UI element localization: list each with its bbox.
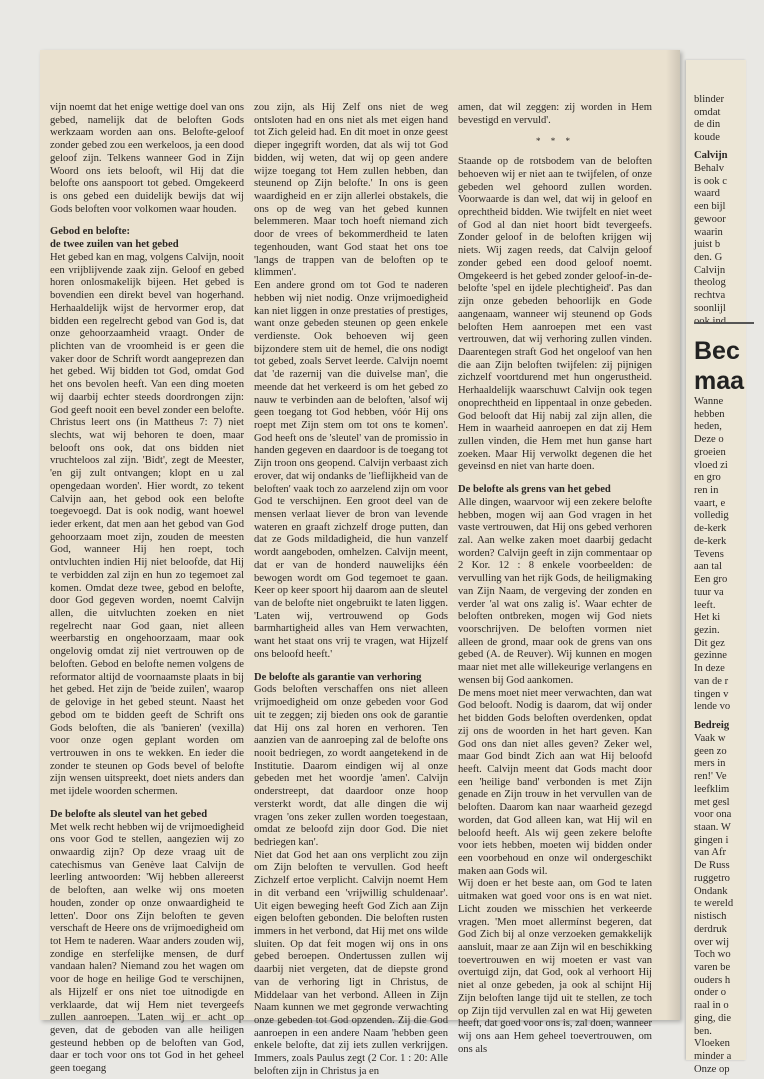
article-column-1 — [50, 102, 244, 1076]
fragment-line: Vloeken — [694, 1038, 730, 1050]
headline-line: maa — [694, 367, 745, 395]
fragment-line: gezinne — [694, 650, 727, 662]
fragment-line: ben. — [694, 1025, 712, 1037]
paragraph: zou zijn, als Hij Zelf ons niet de weg ontsloten had en ons niet als met eigen hand tot Zich geleid had. En dit moet in onze geest dieper ingegrift worden, dat als wij tot God bidden, wij weten, dat wij op geen andere wijze toegang tot Hem zullen hebben, dan steunend op Zijn belofte.' In ons is geen waardigheid en er zijn allerlei obstakels, die ons op de weg van het gebed kunnen belemmeren. Maar toch hoeft niemand zich door de vrees of bekommerdheid te laten tegenhouden, want God staat het ons toe 'langs de trappen van de beloften op te klimmen'. — [254, 102, 448, 279]
fragment-line: Behalv — [694, 163, 725, 174]
fragment-line: tuur va — [694, 586, 724, 598]
fragment-line: leefklim — [694, 783, 730, 795]
fragment-line: Calvijn — [694, 264, 726, 276]
fragment-line: minder a — [694, 1050, 732, 1062]
fragment-line: voor ona — [694, 809, 732, 821]
fragment-line: vloed zi — [694, 459, 728, 471]
fragment-line: raal in o — [694, 1000, 729, 1012]
fragment-line: ren!' Ve — [694, 771, 727, 783]
fragment-line: aan tal — [694, 561, 722, 573]
fragment-line: theolog — [694, 277, 726, 289]
paragraph: Alle dingen, waarvoor wij een zekere belofte hebben, mogen wij aan God vragen in het vaste vertrouwen, dat Hij ons gebed verhoren zal. Aan welke zaken moet daarbij gedacht worden? Calvijn geeft in zijn commentaar op 2 Kor. 12 : 8 enkele voorbeelden: de vervulling van het rijk Gods, de heiligmaking van Zijn Naam, de vergeving der zonden en verder 'al wat ons zalig is'. Waar echter de beloften ontbreken, mogen wij God niets voorschrijven. De beloften vormen niet alleen de grond, maar ook de grens van ons gebed (A. de Reuver). Wij kunnen en mogen maar niet met alle willekeurige verlangens en wensen bij God aankomen. — [458, 496, 652, 686]
fragment-line: Dit gez — [694, 637, 725, 649]
fragment-line: Een gro — [694, 574, 728, 586]
fragment-line: juist b — [694, 239, 721, 251]
paragraph: Wij doen er het beste aan, om God te laten uitmaken wat goed voor ons is en wat niet. Licht zouden we misschien het verkeerde vragen. 'Men moet allermínst begeren, dat God Zich bij al onze verzoeken gemakkelijk aansluit, maar ze aan Zijn wil en beschikking toevertrouwen en wij moeten er vast van overtuigd zijn, dat God, ook al verhoort Hij niet al onze gebeden, ja ook al schijnt Hij Zijn beloften lange tijd uit te stellen, ze toch op Zijn tijd vervullen zal en wat Hij geweten heeft, dat goed voor ons is, zal doen, wanneer wij ons aan Hem geheel toevertrouwen, om ons als — [458, 878, 652, 1055]
fragment-line: vaart, e — [694, 497, 726, 509]
fragment-line: tingen v — [694, 688, 729, 700]
section-divider-stars: * * * — [536, 136, 574, 147]
article-column-3 — [458, 102, 652, 1056]
fragment-line: ren in — [694, 485, 719, 497]
fragment-heading: Calvijn — [694, 150, 728, 161]
divider-rule — [694, 322, 754, 324]
fragment-line: Onze op — [694, 1063, 730, 1075]
fragment-line: van de r — [694, 675, 729, 687]
fragment-line: derdruk — [694, 923, 727, 935]
section-subheading: de twee zuilen van het gebed — [50, 239, 179, 251]
fragment-line: In deze — [694, 663, 725, 675]
fragment-line: te wereld — [694, 898, 734, 910]
fragment-line: is ook c — [694, 175, 727, 187]
fragment-line: gingen i — [694, 834, 729, 846]
fragment-line: onder o — [694, 987, 727, 999]
fragment-line: Deze o — [694, 434, 724, 446]
fragment-line: Wanne — [694, 396, 724, 407]
adjacent-page-fragment — [686, 60, 746, 1075]
page-fold-shadow — [666, 50, 680, 1020]
fragment-line: soonlijl — [694, 302, 726, 314]
fragment-line: waarin — [694, 226, 723, 238]
fragment-line: ruggetro — [694, 872, 730, 884]
fragment-line: Toch wo — [694, 949, 731, 961]
fragment-line: van Afr — [694, 847, 727, 859]
fragment-line: ging, die — [694, 1012, 732, 1024]
headline-line: Bec — [694, 337, 740, 365]
fragment-line: Het ki — [694, 612, 721, 624]
article-column-2 — [254, 102, 448, 1079]
paragraph: amen, dat wil zeggen: zij worden in Hem bevestigd en vervuld'. — [458, 102, 652, 126]
paragraph: Een andere grond om tot God te naderen hebben wij niet nodig. Onze vrijmoedigheid kan niet liggen in onze prestaties of prestiges, want onze gebeden steunen op geen enkele verdienste. Ook behoeven wij geen bijzondere stem uit de hemel, die ons nodigt tot gebed, zoals Servet leerde. Calvijn noemt dat 'de razernij van die duivelse man', die meende dat het verkeerd is om het gebed zo nauw te verbinden aan de beloften, 'alsof wij geen toegang tot God hebben, vóór Hij ons roept met Zijn stem om tot ons te komen'. God heeft ons de 'sleutel' van de promissio in handen gegeven en daardoor is de toegang tot Zijn troon ons geopend. Calvijn verbaast zich erover, dat wij ondanks de 'lieflijkheid van de beloften' vaak toch zo aarzelend zijn om voor God te verschijnen. Een groot deel van de mensen verlaat liever de bron van levende wateren en graaft zichzelf droge putten, dan dat ze Gods mildadigheid, die hun vanzelf wordt aangeboden, omhelzen. Calvijn meent, dat er van de honderd nauwelijks één bewogen wordt om God tegemoet te gaan. Keer op keer spoort hij daarom aan de sleutel van de belofte niet ongebruikt te laten liggen. 'Laten wij, vertrouwend op Gods barmhartigheid alles van Hem verwachten, want het staat ons vrij te vragen, wat Hijzelf ons beloofd heeft.' — [254, 280, 448, 660]
fragment-line: gewoor — [694, 213, 726, 225]
text-fragment-3 — [694, 396, 754, 714]
paragraph: vijn noemt dat het enige wettige doel van ons gebed, namelijk dat de beloften Gods werkzaam worden aan ons. Belofte-geloof zonder gebed zou een werkeloos, ja een dood geloof zijn. Telkens wanneer God in Zijn Woord ons iets belooft, wil Hij dat die belofte ons aanspoort tot gebed. Omgekeerd is ons gebed een duidelijk bewijs dat wij Gods beloften voor volkomen waar houden. — [50, 102, 244, 215]
fragment-line: volledig — [694, 510, 729, 522]
fragment-line: nistisch — [694, 911, 727, 923]
fragment-line: met gesl — [694, 796, 730, 808]
fragment-line: ouders h — [694, 974, 731, 986]
text-fragment-4 — [694, 733, 754, 1076]
section-heading: Gebod en belofte: — [50, 226, 131, 238]
fragment-line: waard — [694, 188, 720, 200]
section-heading: De belofte als grens van het gebed — [458, 484, 611, 496]
section-heading: De belofte als sleutel van het gebed — [50, 808, 208, 820]
fragment-line: omdat — [694, 106, 721, 118]
fragment-line: rechtva — [694, 290, 726, 302]
fragment-line: Tevens — [694, 548, 724, 560]
paragraph: Gods beloften verschaffen ons niet alleen vrijmoedigheid om onze gebeden voor God uit te zeggen; zij bieden ons ook de garantie dat Hij ons zal horen en verhoren. Ten aanzien van de aanroeping zal de belofte ons nooit bedriegen, zo wordt aangetekend in de Institutie. Daarom eindigen wij al onze gebeden met het woordje 'amen'. Calvijn onderstreept, dat daardoor onze hoop versterkt wordt, dat alle dingen die wij vragen 'ons zeker zullen worden toegestaan, omdat ze beloofd zijn door God. Die niet bedriegen kan'. — [254, 684, 448, 848]
fragment-line: blinder — [694, 94, 725, 105]
headline-fragment — [694, 336, 764, 396]
fragment-line: en gro — [694, 472, 721, 484]
fragment-line: Vaak w — [694, 733, 726, 744]
fragment-line: groeien — [694, 446, 726, 458]
paragraph: De mens moet niet meer verwachten, dan wat God belooft. Nodig is daarom, dat wij onder het bidden Gods beloften overdenken, opdat zij ons de woorden in het hart geven. Kan God ons dan niet alles geven? Zeker wel, maar God bindt Zich aan wat Hij beloofd heeft. Calvijn meent dat Gods macht door een 'heilige band' verbonden is met Zijn genade en Zijn trouw in het vervullen van de beloften. Daarom kan naar waarheid gezegd worden, dat God alleen kan, wat Hij wil en beloofd heeft. Als wij geen zekere belofte voor iets hebben, moeten wij bidden onder een voorbehoud en onze wil ondergeschikt maken aan Gods wil. — [458, 687, 652, 877]
fragment-line: een bijl — [694, 201, 726, 213]
fragment-line: koude — [694, 132, 720, 144]
paragraph: Het gebed kan en mag, volgens Calvijn, nooit een vrijblijvende zaak zijn. Geloof en gebed horen onlosmakelijk bijeen. Het gebed is bovendien een direkt bevel van hogerhand. Herhaaldelijk wijst de hervormer erop, dat bidden een regelrecht gebod van God is, dat onze gehoorzaamheid vraagt. Onder de plichten van de vroomheid is er geen die vaker door de Schrift wordt aangeprezen dan het gebed. Wij bidden tot God, omdat God het ons bevolen heeft. Van een ding moeten wij daarbij echter steeds doordrongen zijn: God geeft nooit een bevel zonder een belofte. Christus leert ons (in Mattheus 7: 7) niet slechts, wat wij behoren te doen, maar belooft ons ook, dat ons bidden niet vruchteloos zal zijn. 'Bidt', zegt de Meester, 'en gij zult ontvangen; klopt en u zal opengedaan worden'. Hier wordt, zo tekent Calvijn aan, het gebod ook een belofte toegevoegd. Dat is ook nodig, want hoewel ieder erkent, dat men aan het gebod van God gehoorzaam moet zijn, zouden de meesten God, wanneer Hij hen roept, toch ontvluchten indien Hij niet beloofde, dat Hij te verbidden zal zijn en hun zo tegemoet zal komen. Omdat deze twee, gebod en belofte, door God gegeven worden, noemt Calvijn allen, die uitvluchten zoeken en niet regelrecht naar God gaan, niet alleen weerbarstig en ongehoorzaam, maar ook ongelovig omdat zij niet vertrouwen op de beloften. Gebod en belofte nemen volgens de reformator altijd de voornaamste plaats in bij het gebed. Het zijn de 'beide zuilen', waarop de gelovige in het gebed steunt. Naast het gebod om te bidden geeft de Schrift ons Gods beloften, die als 'banieren' (vexilla) voor onze ogen geplant worden om vertrouwen in ons te wekken. En ieder die zonder te steunen op Gods bevel of belofte zijn wensen uitspreekt, doet niets anders dan met ijdele woorden schermen. — [50, 251, 244, 798]
fragment-line: de din — [694, 119, 721, 131]
fragment-line: hebben — [694, 408, 725, 420]
fragment-line: den. G — [694, 252, 723, 264]
fragment-line: staan. W — [694, 822, 731, 834]
text-fragment-2 — [694, 163, 754, 328]
paragraph: Staande op de rotsbodem van de beloften behoeven wij er niet aan te twijfelen, of onze gebeden wel gehoord zullen worden. Voorwaarde is dan wel, dat wij in geloof en oprechtheid bidden. Wie twijfelt en niet weet of God al dan niet hoort bidt tevergeefs. Zonder geloof in de beloften krijgen wij niets. Wij zagen reeds, dat Calvijn geloof zonder gebed een dood geloof noemt. Omgekeerd is het gebed zonder geloof-in-de-belofte 'spel en ijdele plechtigheid'. Pas dan zijn onze gebeden behoorlijk en Gode aangenaam, wanneer wij steunend op Gods beloften Hem aanroepen met een vast vertrouwen, dat wij verhoring zullen vinden. Daarentegen straft God het ongeloof van hen die aan Zijn beloften twijfelen: zij pijnigen zichzelf voortdurend met hun ongerustheid. Herhaaldelijk waarschuwt Calvijn ook tegen onoprechtheid en lippentaal in onze gebeden. God belooft dat Hij nabij zal zijn allen, die Hem in waarheid aanroepen en dat zij Hem zullen vinden, die Hem met hun ganse hart zoeken. Maar Hij verwolkt degenen die het geveinsd en niet van harte doen. — [458, 156, 652, 473]
text-fragment-1 — [694, 94, 754, 145]
fragment-line: de-kerk — [694, 535, 727, 547]
paragraph: Met welk recht hebben wij de vrijmoedigheid ons voor God te stellen, aangezien wij zo onwaardig zijn? Op deze vraag uit de catechismus van Genève laat Calvijn de leerling antwoorden: 'Wij hebben allereerst de beloften, aan welke wij ons moeten houden, zonder op onze onwaardigheid te letten'. Door ons Zijn beloften te geven verschaft de Heere ons de vrijmoedigheid om tot Hem te naderen. Waar anders zouden wij, zondige en sterfelijke mensen, de durf vandaan halen? Niemand zou het wagen om voor de hoge en heilige God te verschijnen, als Hijzelf er ons niet toe uitnodigde en verklaarde, dat wij Hem niet tevergeefs zullen aanroepen. 'Laten wij er acht op geven, dat de geboden van alle heiligen gesteund hebben op de beloften van God, daar er toch voor ons tot God in het geheel geen toegang — [50, 821, 244, 1075]
fragment-line: varen be — [694, 961, 731, 973]
fragment-line: over wij — [694, 936, 730, 948]
fragment-line: mers in — [694, 758, 726, 770]
fragment-line: lende vo — [694, 701, 731, 713]
fragment-line: De Russ — [694, 860, 730, 872]
newspaper-page — [40, 50, 680, 1077]
fragment-line: de-kerk — [694, 523, 727, 535]
section-heading: De belofte als garantie van verhoring — [254, 671, 422, 683]
fragment-line: geen zo — [694, 745, 727, 757]
fragment-line: gezin. — [694, 624, 720, 636]
fragment-heading: Bedreig — [694, 720, 730, 731]
paragraph: Niet dat God het aan ons verplicht zou zijn om Zijn beloften te vervullen. God heeft Zichzelf ertoe verplicht. Calvijn noemt Hem in dit verband een 'vrijwillig schuldenaar'. Uit eigen beweging heeft God Zich aan Zijn eigen beloften gebonden. Die beloften rusten immers in het verbond, dat Hij met ons wilde sluiten. Op dat feit mogen wij ons in ons gebed beroepen. Ondertussen zullen wij daarbij niet vergeten, dat de diepste grond van de verhoring ligt in Christus, de Middelaar van het verbond. Alleen in Zijn Naam kunnen we met gegronde verwachting onze gebeden tot God opzenden. Zij die God aanroepen in een andere Naam 'hebben geen enkele belofte, dat zij iets zullen verkrijgen. Immers, zoals Paulus zegt (2 Cor. 1 : 20: Alle beloften zijn in Christus ja en — [254, 849, 448, 1077]
fragment-line: Ondank — [694, 885, 728, 897]
fragment-line: leeft. — [694, 599, 716, 611]
fragment-line: heden, — [694, 421, 722, 433]
